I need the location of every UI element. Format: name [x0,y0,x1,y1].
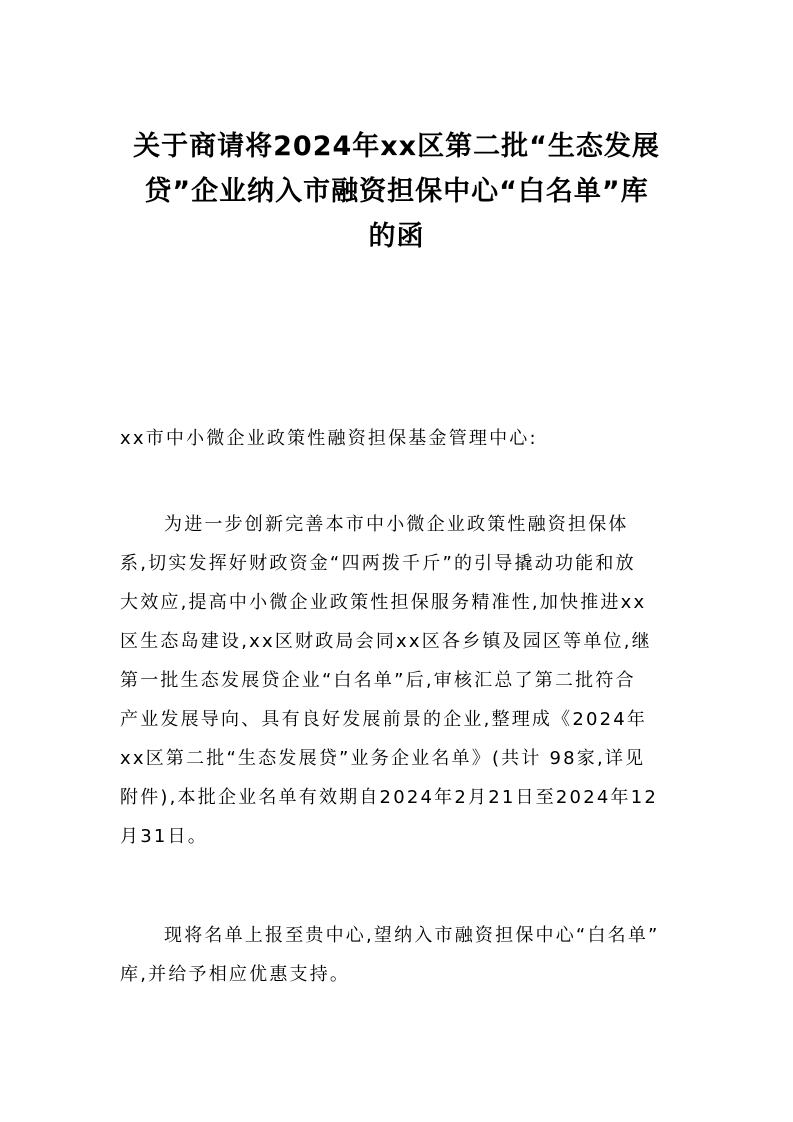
paragraph-line: 区生态岛建设,xx区财政局会同xx区各乡镇及园区等单位,继 [120,631,652,652]
paragraph-line: 第一批生态发展贷企业“白名单”后,审核汇总了第二批符合 [120,670,636,691]
title-line: 关于商请将2024年xx区第二批“生态发展 [133,131,660,162]
paragraph-line: 现将名单上报至贵中心,望纳入市融资担保中心“白名单” [164,925,660,946]
paragraph-line: 产业发展导向、具有良好发展前景的企业,整理成《2024年 [120,709,648,730]
document-title [110,124,683,259]
body-paragraph-2 [120,916,680,994]
title-line: 贷”企业纳入市融资担保中心“白名单”库 [144,176,649,207]
paragraph-line: xx区第二批“生态发展贷”业务企业名单》(共计 98家,详见 [120,748,646,769]
paragraph-line: 月31日。 [120,826,208,847]
paragraph-line: 大效应,提高中小微企业政策性担保服务精准性,加快推进xx [120,592,647,613]
paragraph-line: 附件),本批企业名单有效期自2024年2月21日至2024年12 [120,787,659,808]
paragraph-line: 系,切实发挥好财政资金“四两拨千斤”的引导撬动功能和放 [120,553,636,574]
paragraph-line: 为进一步创新完善本市中小微企业政策性融资担保体 [164,514,629,535]
title-line: 的函 [368,221,425,252]
body-paragraph-1 [120,505,680,856]
paragraph-line: 库,并给予相应优惠支持。 [120,964,351,985]
salutation: xx市中小微企业政策性融资担保基金管理中心: [120,428,538,449]
